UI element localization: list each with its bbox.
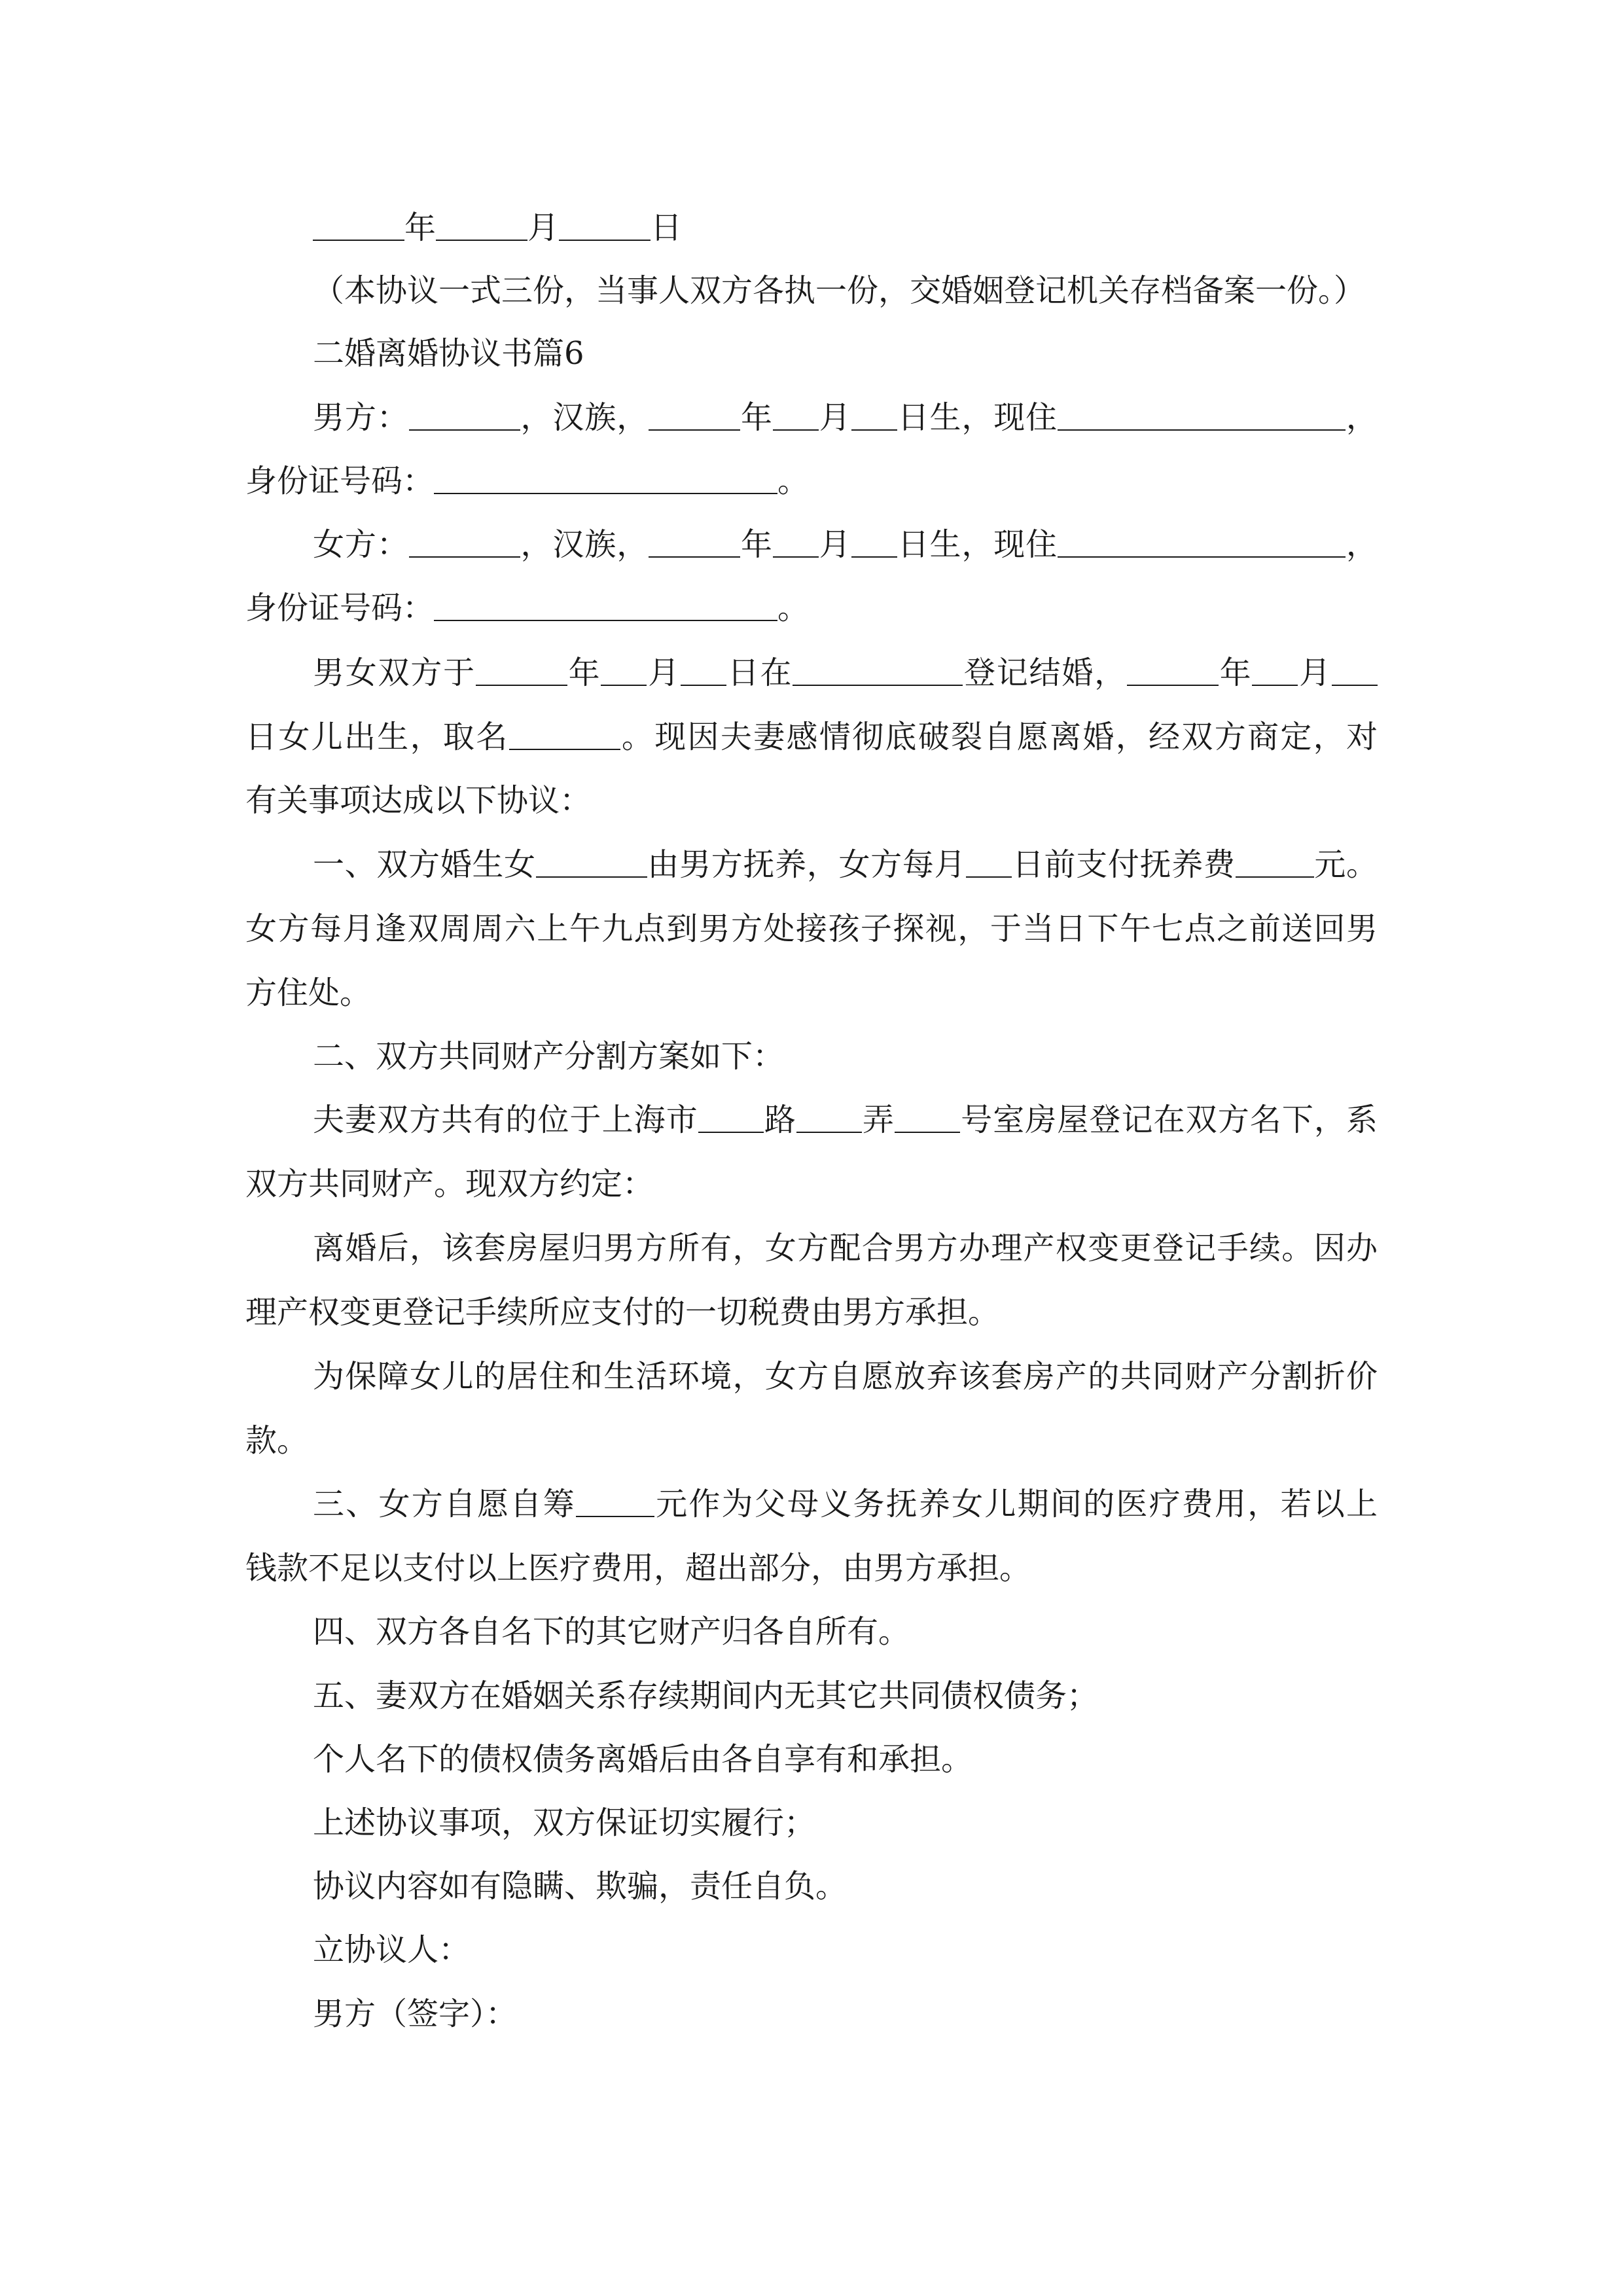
support-amount-blank — [1236, 848, 1314, 878]
female-id-blank — [434, 591, 777, 621]
date-line: 年 月 日 — [313, 208, 1378, 247]
marriage-line-3: 有关事项达成以下协议： — [245, 782, 592, 819]
male-address-blank — [1058, 401, 1346, 431]
registration-place-blank — [793, 656, 963, 686]
copies-note: （本协议一式三份，当事人双方各执一份，交婚姻登记机关存档备案一份。） — [313, 272, 1366, 309]
male-info-line: 男方： ，汉族， 年 月 日生，现住 ， — [313, 399, 1378, 436]
item1-line-2: 女方每月逢双周周六上午九点到男方处接孩子探视，于当日下午七点之前送回男 — [245, 910, 1378, 947]
item2-title: 二、双方共同财产分割方案如下： — [313, 1038, 785, 1075]
section-title: 二婚离婚协议书篇6 — [313, 335, 584, 372]
item5: 五、妻双方在婚姻关系存续期间内无其它共同债权债务； — [313, 1677, 1099, 1714]
female-id-line: 身份证号码： 。 — [245, 590, 810, 626]
item2-line-3: 离婚后，该套房屋归男方所有，女方配合男方办理产权变更登记手续。因办 — [313, 1230, 1378, 1266]
item1-line-3: 方住处。 — [245, 975, 372, 1011]
item4: 四、双方各自名下的其它财产归各自所有。 — [313, 1613, 910, 1650]
month-blank — [436, 211, 527, 241]
item2-line-4: 理产权变更登记手续所应支付的一切税费由男方承担。 — [245, 1294, 1000, 1331]
marriage-line-1: 男女双方于 年 月 日在 登记结婚， 年 月 — [313, 653, 1378, 692]
male-id-line: 身份证号码： 。 — [245, 463, 810, 499]
item2-line-2: 双方共同财产。现双方约定： — [245, 1166, 654, 1202]
female-address-blank — [1058, 528, 1346, 558]
male-signature-label: 男方（签字）： — [313, 1996, 518, 2032]
medical-fund-blank — [576, 1487, 654, 1517]
female-info-line: 女方： ，汉族， 年 月 日生，现住 ， — [313, 526, 1378, 563]
day-blank — [559, 211, 651, 241]
item3-line-1: 三、女方自愿自筹 元作为父母义务抚养女儿期间的医疗费用，若以上 — [313, 1486, 1378, 1522]
marriage-line-2: 日女儿出生，取名 。现因夫妻感情彻底破裂自愿离婚，经双方商定，对 — [245, 719, 1378, 755]
daughter-name-blank — [509, 720, 620, 750]
female-name-blank — [409, 528, 520, 558]
male-name-blank — [409, 401, 520, 431]
year-blank — [313, 211, 404, 241]
item1-line-1: 一、双方婚生女 由男方抚养，女方每月 日前支付抚养费 元。 — [313, 846, 1378, 883]
item5-continued: 个人名下的债权债务离婚后由各自享有和承担。 — [313, 1741, 973, 1778]
liability-line: 协议内容如有隐瞒、欺骗，责任自负。 — [313, 1868, 847, 1905]
item3-line-2: 钱款不足以支付以上医疗费用，超出部分，由男方承担。 — [245, 1550, 1031, 1587]
item2-line-5: 为保障女儿的居住和生活环境，女方自愿放弃该套房产的共同财产分割折价 — [313, 1358, 1378, 1395]
guarantee-line: 上述协议事项，双方保证切实履行； — [313, 1804, 816, 1841]
item2-line-1: 夫妻双方共有的位于上海市 路 弄 号室房屋登记在双方名下，系 — [313, 1102, 1378, 1138]
male-id-blank — [434, 464, 777, 494]
signers-label: 立协议人： — [313, 1931, 471, 1968]
item2-line-6: 款。 — [245, 1422, 309, 1459]
